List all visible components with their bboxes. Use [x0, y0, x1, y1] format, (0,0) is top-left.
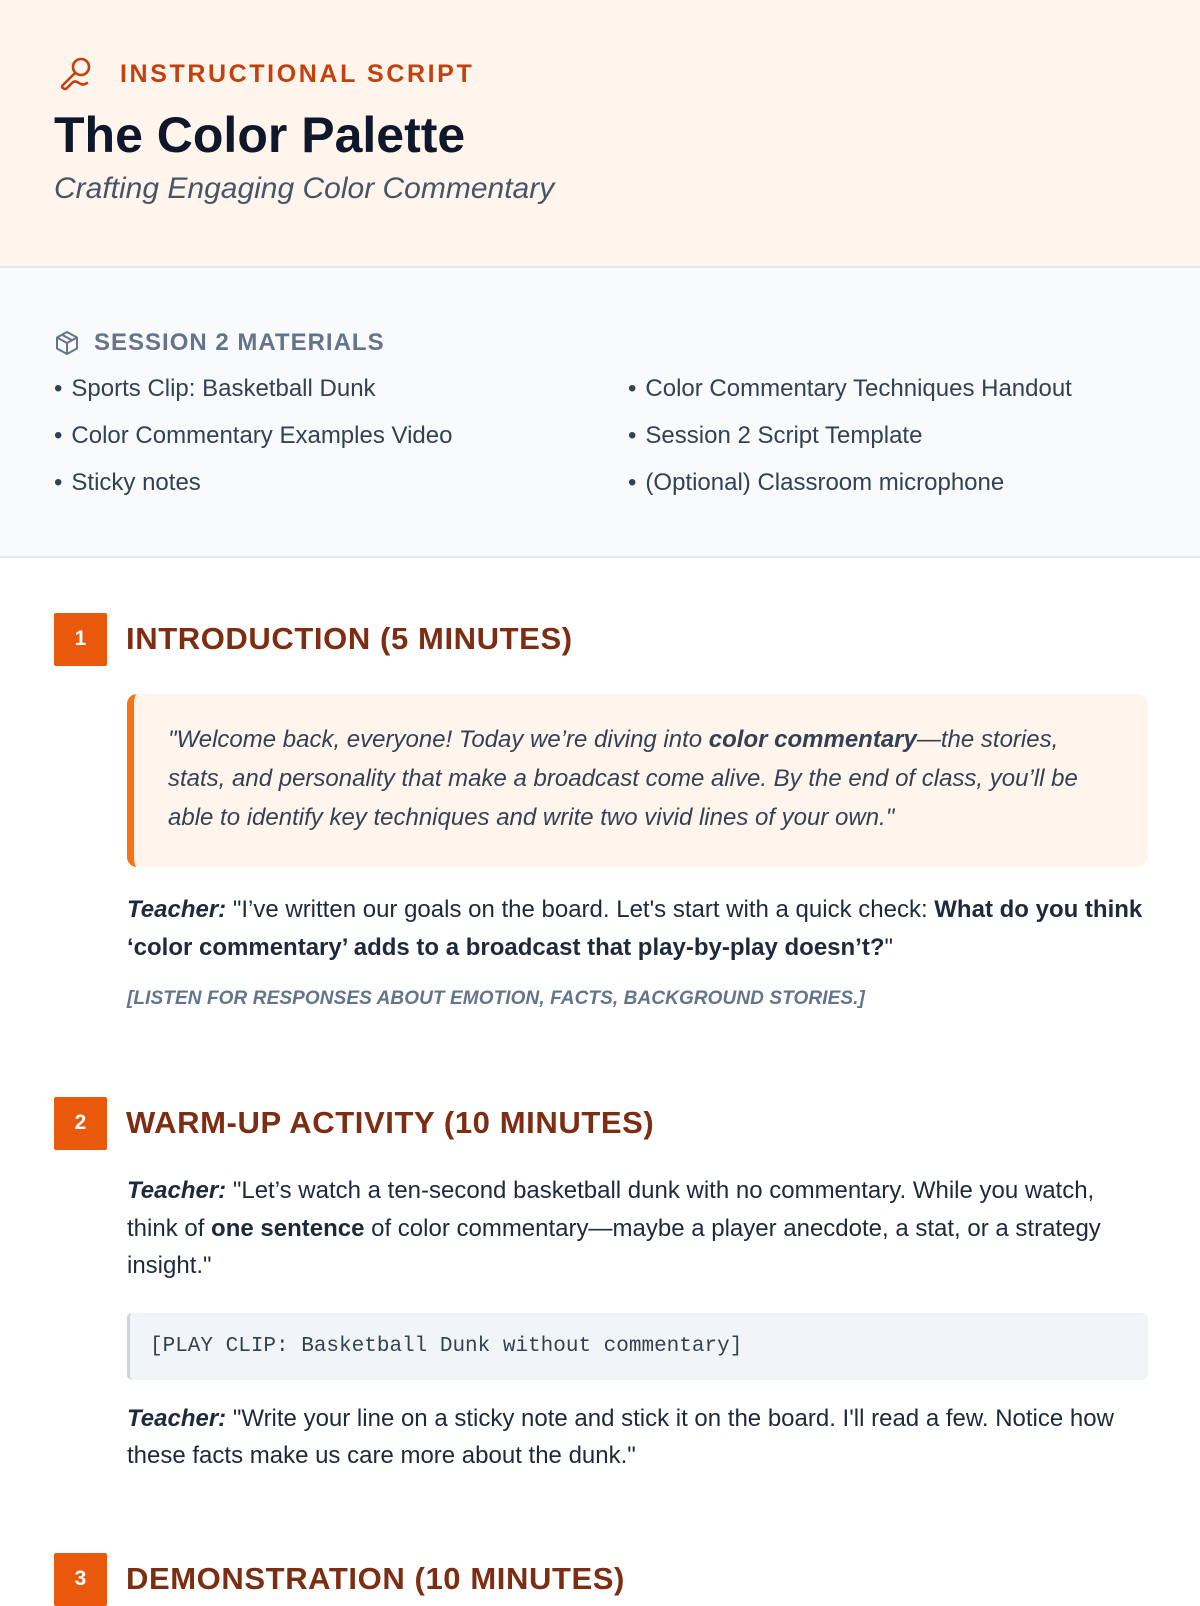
speaker-label: Teacher: — [127, 896, 227, 923]
teacher-text: "Let’s watch a ten-second basketball dunk with no commentary. While you watch, think of — [127, 1177, 1095, 1242]
quote-text: —the stories, stats, and personality that make a broadcast come alive. By the end of class, you’ll be able to identify key techniques and write two vivid lines of your own." — [168, 726, 1078, 831]
section-heading — [54, 1552, 1148, 1606]
teacher-line — [127, 1400, 1148, 1475]
section-introduction — [54, 612, 1148, 1010]
package-icon — [54, 330, 80, 356]
materials-title: SESSION 2 MATERIALS — [94, 329, 385, 356]
teacher-text: " — [884, 933, 894, 961]
section-title: DEMONSTRATION (10 MINUTES) — [126, 1561, 625, 1596]
teacher-emphasis: one sentence — [211, 1214, 365, 1242]
microphone-icon — [58, 56, 98, 92]
list-item: • Color Commentary Techniques Handout — [628, 374, 1188, 421]
speaker-label: Teacher: — [127, 1177, 227, 1204]
teacher-text: "I’ve written our goals on the board. Let's start with a quick check: — [226, 896, 935, 923]
eyebrow — [54, 56, 1146, 92]
play-clip-cue: [PLAY CLIP: Basketball Dunk without commentary] — [127, 1313, 1148, 1380]
section-number-badge: 3 — [54, 1553, 107, 1606]
section-number-badge: 1 — [54, 613, 107, 666]
section-title: INTRODUCTION (5 MINUTES) — [126, 621, 573, 656]
list-item: • Session 2 Script Template — [628, 421, 1188, 468]
intro-quote — [127, 694, 1148, 867]
materials-header — [54, 328, 1146, 358]
section-demonstration — [54, 1552, 1148, 1606]
list-item: • (Optional) Classroom microphone — [628, 468, 1188, 515]
page-subtitle: Crafting Engaging Color Commentary — [54, 172, 555, 205]
list-item: • Color Commentary Examples Video — [54, 421, 628, 468]
stage-direction: [LISTEN FOR RESPONSES ABOUT EMOTION, FACTS, BACKGROUND STORIES.] — [127, 988, 865, 1009]
list-item: • Sticky notes — [54, 468, 628, 515]
list-item: • Sports Clip: Basketball Dunk — [54, 374, 628, 421]
section-warm-up — [54, 1096, 1148, 1475]
teacher-question: What do you think ‘color commentary’ adds to a broadcast that play-by-play doesn’t? — [127, 896, 1143, 961]
section-title: WARM-UP ACTIVITY (10 MINUTES) — [126, 1105, 655, 1140]
speaker-label: Teacher: — [127, 1404, 227, 1432]
section-number-badge: 2 — [54, 1097, 107, 1150]
script-header — [0, 0, 1200, 268]
teacher-text: of color commentary—maybe a player anecdote, a stat, or a strategy insight." — [127, 1214, 1101, 1279]
quote-text: "Welcome back, everyone! Today we’re diving into — [168, 726, 709, 753]
eyebrow-label: INSTRUCTIONAL SCRIPT — [120, 59, 475, 88]
materials-list — [54, 374, 1146, 515]
teacher-line — [127, 891, 1148, 966]
teacher-line — [127, 1172, 1148, 1285]
section-heading — [54, 1096, 1148, 1150]
page-title: The Color Palette — [54, 107, 466, 163]
section-heading — [54, 612, 1148, 666]
quote-emphasis: color commentary — [708, 726, 917, 753]
teacher-text: "Write your line on a sticky note and stick it on the board. I'll read a few. Notice how these facts make us care more about the dunk." — [127, 1404, 1114, 1469]
materials-panel — [0, 268, 1200, 558]
